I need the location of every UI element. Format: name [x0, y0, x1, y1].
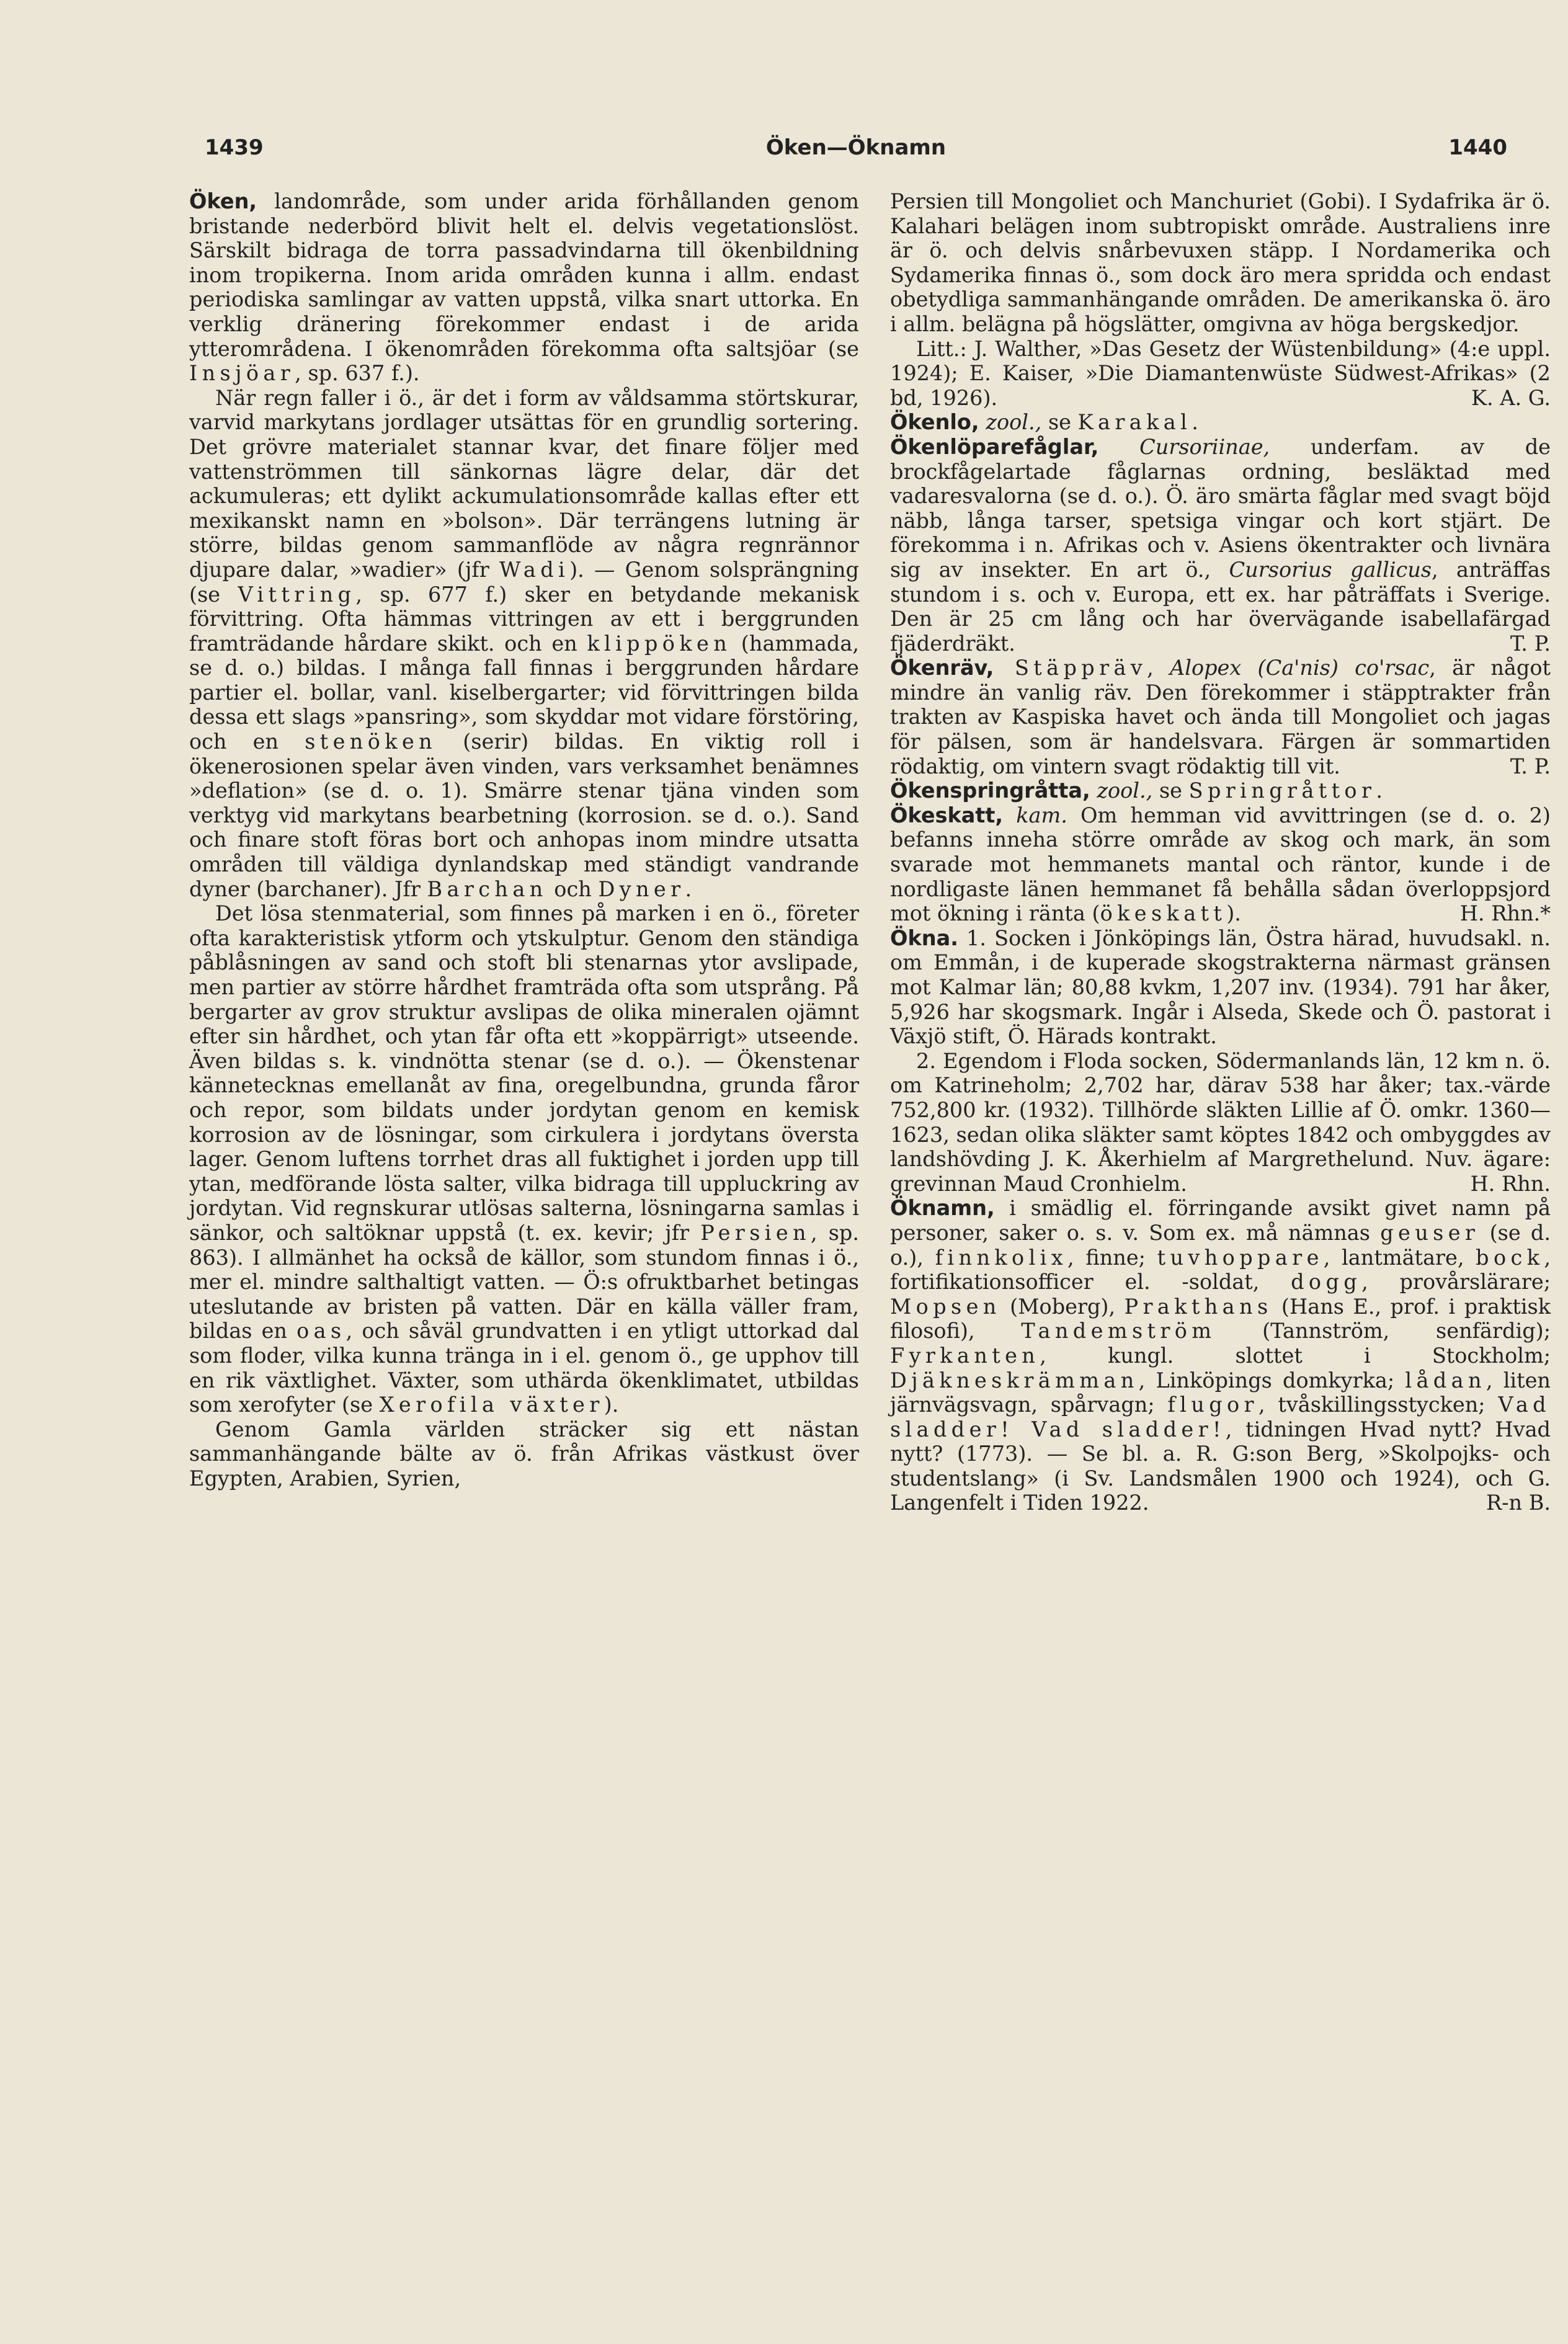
entry-text: ). — Genom solsprängning (se: [189, 557, 859, 607]
headword: Ökeskatt,: [890, 803, 1004, 827]
spaced-term: tuvhoppare: [1157, 1245, 1324, 1270]
literature: [890, 337, 1551, 411]
author-signature: T. P.: [1510, 631, 1551, 656]
entry-text: , kungl. slottet i Stockholm;: [1040, 1343, 1551, 1368]
entry-text: Litt.: J. Walther, »Das Gesetz der Wüstenbildung» (4:e uppl. 1924); E. Kaiser, »Die Diamantenwüste Südwest-Afrikas» (2 bd, 1926).: [890, 336, 1551, 410]
left-column: [189, 189, 859, 1491]
subject-label: kam.: [1003, 803, 1067, 827]
entry-text: , fortifikationsofficer el. -soldat,: [890, 1245, 1551, 1295]
entry-text: ,: [1147, 656, 1170, 680]
entry-text: , lantmätare,: [1323, 1245, 1476, 1270]
cross-reference: Xerofila växter: [379, 1393, 604, 1417]
entry-text: , tvåskillingsstycken;: [1258, 1393, 1499, 1417]
entry-text: .: [1376, 778, 1383, 803]
entry-text: Om hemman vid avvittringen (se d. o. 2) befanns inneha större område av skog och mark, än som svarade mot hemmanets mantal och räntor, kunde i de nordligaste länen hemmanet få behålla sådan överloppsjord mot ökning i ränta (: [890, 803, 1551, 926]
subject-label: zool.,: [979, 410, 1042, 435]
spaced-term: lådan: [1405, 1368, 1486, 1393]
entry-text: (hammada, se d. o.) bildas. I många fall finnas i berggrunden hårdare partier el. bollar, vanl. kiselbergarter; vid förvittringen bilda dessa ett slags »pansring», som skyddar mot vidare förstöring, och en: [189, 631, 859, 754]
cross-reference: Karakal: [1077, 410, 1192, 435]
headword: Ökna.: [890, 925, 958, 950]
headword: Öken,: [189, 189, 257, 213]
entry-text: Persien till Mongoliet och Manchuriet (Gobi). I Sydafrika är ö. Kalahari belägen inom subtropiskt område. Australiens inre är ö. och delvis snårbevuxen stäpp. I Nordamerika och Sydamerika finnas ö., som dock äro mera spridda och endast obetydliga sammanhängande områden. De amerikanska ö. äro i allm. belägna på högslätter, omgivna av höga bergskedjor.: [890, 189, 1551, 336]
cross-reference: Springråttor: [1188, 778, 1376, 803]
entry-text: , och såväl grundvatten i en ytligt uttorkad dal som floder, vilka kunna tränga in i el. genom ö., ge upphov till en rik växtlighet. Växter, som uthärda ökenklimatet, utbildas som xerofyter (se: [189, 1319, 860, 1417]
spaced-term: flugor: [1167, 1393, 1258, 1417]
entry-oknamn: [890, 1196, 1551, 1515]
entry-text: , provårslärare;: [1361, 1270, 1551, 1295]
headword: Ökenspringråtta,: [890, 778, 1090, 803]
spaced-term: klippöken: [587, 631, 732, 656]
cross-reference: Persien: [700, 1220, 811, 1245]
headword: Ökenlo,: [890, 410, 979, 435]
subject-label: zool.,: [1090, 778, 1153, 803]
entry-okna: [890, 926, 1551, 1049]
entry-text: , sp. 637 f.).: [295, 361, 420, 386]
scientific-name: Alopex (Ca'nis) co'rsac: [1170, 656, 1430, 680]
entry-oken: [189, 189, 859, 386]
entry-text: , sp. 677 f.) sker en betydande mekanisk förvittring. Ofta hämmas vittringen av ett i berggrunden framträdande hårdare skikt. och en: [189, 582, 859, 656]
spaced-term: Mopsen: [890, 1294, 1001, 1319]
paragraph: [189, 901, 859, 1417]
author-signature: T. P.: [1510, 754, 1551, 778]
entry-text: se: [1152, 778, 1189, 803]
synonym: Stäppräv: [994, 656, 1147, 680]
entry-okenspringratta: [890, 778, 1551, 803]
spaced-term: Fyrkanten: [890, 1343, 1040, 1368]
entry-text: , finne;: [1067, 1245, 1157, 1270]
cross-reference: Vittring: [238, 582, 356, 607]
headword: Ökenlöparefåglar,: [890, 434, 1099, 459]
spaced-term: Djäkneskrämman: [890, 1368, 1139, 1393]
scientific-name: Cursorius gallicus: [1229, 557, 1432, 582]
spaced-term: Tandemström: [1021, 1319, 1216, 1344]
entry-text: , liten järnvägsvagn, spårvagn;: [890, 1368, 1551, 1417]
entry-text: underfam. av de brockfågelartade fåglarnas ordning, besläktad med vadaresvalorna (se d. o.). Ö. äro smärta fåglar med svagt böjd näbb, långa tarser, spetsiga vingar och kort stjärt. De förekomma i n. Afrikas och v. Asiens ökentrakter och livnära sig av insekter. En art ö.,: [890, 434, 1551, 582]
scientific-name: Cursoriinae,: [1098, 434, 1270, 459]
entry-text: Det lösa stenmaterial, som finnes på marken i en ö., företer ofta karakteristisk ytform och ytskulptur. Genom den ständiga påblåsningen av sand och stoft bli stenarnas ytor avslipade, men partier av större hårdhet framträda ofta som utsprång. På bergarter av grov struktur avslipas de olika mineralen ojämnt efter sin hårdhet, och ytan får ofta ett »koppärrigt» utseende. Även bildas s. k. vindnötta stenar (se d. o.). — Ökenstenar kännetecknas emellanåt av fina, oregelbundna, grunda fåror och repor, som bildats under jordytan genom en kemisk korrosion av de lösningar, som cirkulera i jordytans översta lager. Genom luftens torrhet dras all fuktighet i jorden upp till ytan, medförande lösta salter, vilka bidraga till uppluckring av jordytan. Vid regnskurar utlösas salterna, lösningarna samlas i sänkor, och saltöknar uppstå (t. ex. kevir; jfr: [189, 901, 859, 1245]
entry-text: (Hans E., prof. i praktisk filosofi),: [890, 1294, 1551, 1344]
entry-text: , är något mindre än vanlig räv. Den förekommer i stäpptrakter från trakten av Kaspiska havet och ända till Mongoliet och jagas för pälsen, som är handelsvara. Färgen är sommartiden rödaktig, om vintern svagt rödaktig till vit.: [890, 656, 1551, 778]
author-signature: H. Rhn.*: [1459, 901, 1551, 926]
spaced-term: Vad sladder! Vad sladder!: [890, 1393, 1551, 1442]
author-signature: R-n B.: [1486, 1491, 1551, 1515]
entry-text: , anträffas stundom i s. och v. Europa, ett ex. har påträffats i Sverige. Den är 25 cm lång och har övervägande isabellafärgad fjäderdräkt.: [890, 557, 1551, 656]
entry-text: och: [547, 876, 599, 901]
paragraph: [189, 1417, 859, 1491]
spaced-term: bock: [1476, 1245, 1544, 1270]
headword: Ökenräv,: [890, 656, 994, 680]
entry-text: se: [1041, 410, 1078, 435]
cross-reference: Barchan: [427, 876, 548, 901]
entry-text: (se d. o.),: [890, 1220, 1551, 1270]
spaced-term: ökeskatt: [1100, 901, 1227, 926]
entry-text: ).: [604, 1393, 619, 1417]
entry-text: 2. Egendom i Floda socken, Södermanlands län, 12 km n. ö. om Katrineholm; 2,702 har, därav 538 har åker; tax.-värde 752,800 kr. (1932). Tillhörde släkten Lillie af Ö. omkr. 1360—1623, sedan olika släkter samt köptes 1842 och ombyggdes av landshövding J. K. Åkerhielm af Margrethelund. Nuv. ägare: grevinnan Maud Cronhielm.: [890, 1048, 1551, 1196]
entry-text: ).: [1226, 901, 1241, 926]
entry-text: När regn faller i ö., är det i form av våldsamma störtskurar, varvid markytans jordlager utsättas för en grundlig sortering. Det grövre materialet stannar kvar, det finare följer med vattenströmmen till sänkornas lägre delar, där det ackumuleras; ett dylikt ackumulationsområde kallas efter ett mexikanskt namn en »bolson». Där terrängens lutning är större, bildas genom sammanflöde av några regnrännor djupare dalar, »wadier» (jfr: [189, 385, 859, 582]
paragraph: [189, 386, 859, 901]
entry-text: .: [1192, 410, 1198, 435]
entry-text: (Moberg),: [1000, 1294, 1125, 1319]
entry-text: , sp. 863). I allmänhet ha också de källor, som stundom finnas i ö., mer el. mindre salthaltigt vatten. — Ö:s ofruktbarhet betingas uteslutande av bristen på vatten. Där en källa väller fram, bildas en: [189, 1220, 859, 1344]
entry-text: landområde, som under arida förhållanden genom bristande nederbörd blivit helt el. delvis vegetationslöst. Särskilt bidraga de torra passadvindarna till ökenbildning inom tropikerna. Inom arida områden kunna i allm. endast periodiska samlingar av vatten uppstå, vilka snart uttorka. En verklig dränering förekommer endast i de arida ytterområdena. I ökenområden förekomma ofta saltsjöar (se: [189, 189, 859, 361]
entry-text: i smädlig el. förringande avsikt givet namn på personer, saker o. s. v. Som ex. må nämnas: [890, 1196, 1551, 1245]
entry-text: 1. Socken i Jönköpings län, Östra härad, huvudsakl. n. om Emmån, i de kuperade skogstrakterna närmast gränsen mot Kalmar län; 80,88 kvkm, 1,207 inv. (1934). 791 har åker, 5,926 har skogsmark. Ingår i Alseda, Skede och Ö. pastorat i Växjö stift, Ö. Härads kontrakt.: [890, 925, 1551, 1049]
running-title: Öken—Öknamn: [765, 135, 947, 160]
page-number-left: 1439: [205, 135, 264, 160]
headword: Öknamn,: [890, 1196, 995, 1221]
entry-text: .: [685, 876, 692, 901]
spaced-term: oas: [296, 1319, 346, 1344]
spaced-term: finnkolix: [935, 1245, 1068, 1270]
paragraph: [890, 189, 1551, 337]
entry-text: (Tannström, senfärdig);: [1216, 1319, 1551, 1344]
entry-text: , tidningen Hvad nytt? Hvad nytt? (1773). — Se bl. a. R. G:son Berg, »Skolpojks- och studentslang» (i Sv. Landsmålen 1900 och 1924), och G. Langenfelt i Tiden 1922.: [890, 1417, 1551, 1515]
entry-okenloparefaglar: [890, 435, 1551, 656]
paragraph: [890, 1049, 1551, 1197]
cross-reference: Insjöar: [189, 361, 295, 386]
entry-text: Genom Gamla världen sträcker sig ett nästan sammanhängande bälte av ö. från Afrikas västkust över Egypten, Arabien, Syrien,: [189, 1417, 859, 1491]
spaced-term: Prakthans: [1124, 1294, 1273, 1319]
entry-okenlo: [890, 410, 1551, 435]
spaced-term: dogg: [1291, 1270, 1362, 1295]
cross-reference: Wadi: [499, 557, 570, 582]
running-header: [205, 135, 1507, 172]
page-number-right: 1440: [1448, 135, 1507, 160]
entry-okenrav: [890, 656, 1551, 778]
right-column: [890, 189, 1551, 1515]
entry-text: , Linköpings domkyrka;: [1138, 1368, 1405, 1393]
author-signature: K. A. G.: [1471, 385, 1551, 410]
entry-text: (serir) bildas. En viktig roll i ökenerosionen spelar även vinden, vars verksamhet benämnes »deflation» (se d. o. 1). Smärre stenar tjäna vinden som verktyg vid markytans bearbetning (korrosion. se d. o.). Sand och finare stoft föras bort och anhopas inom mindre utsatta områden till väldiga dynlandskap med ständigt vandrande dyner (barchaner). Jfr: [189, 729, 859, 901]
entry-okeskatt: [890, 803, 1551, 926]
cross-reference: Dyner: [598, 876, 685, 901]
author-signature: H. Rhn.: [1470, 1171, 1551, 1196]
spaced-term: stenöken: [305, 729, 437, 754]
spaced-term: geuser: [1380, 1220, 1480, 1245]
